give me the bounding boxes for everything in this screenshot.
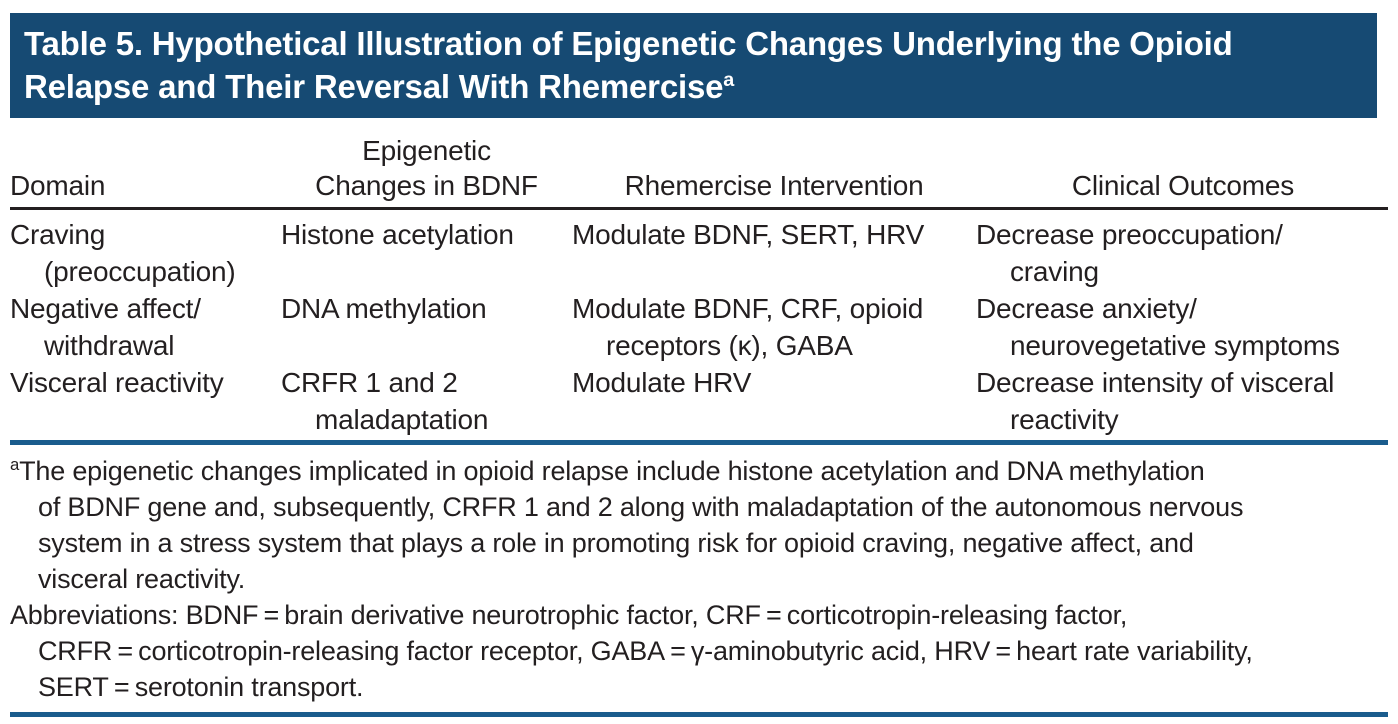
cell-intervention <box>572 364 976 438</box>
abbreviations-line: SERT = serotonin transport. <box>38 672 364 702</box>
cell-text: Decrease intensity of visceral <box>976 367 1335 398</box>
cell-outcomes <box>976 290 1390 364</box>
cell-domain <box>10 290 281 364</box>
cell-text: maladaptation <box>315 404 489 435</box>
abbreviations-line: Abbreviations: BDNF = brain derivative neurotrophic factor, CRF = corticotropin-releasing factor, <box>10 600 1128 630</box>
cell-text: DNA methylation <box>281 293 487 324</box>
cell-text <box>572 401 976 438</box>
cell-outcomes <box>976 364 1390 438</box>
cell-text: Craving <box>10 219 106 250</box>
cell-text: withdrawal <box>44 330 175 361</box>
cell-domain <box>10 216 281 290</box>
column-header-intervention <box>572 168 976 203</box>
footnotes <box>10 453 1388 705</box>
title-footnote-marker: a <box>723 69 735 91</box>
abbreviations-line: CRFR = corticotropin-releasing factor receptor, GABA = γ-aminobutyric acid, HRV = heart rate variability, <box>38 636 1253 666</box>
cell-outcomes <box>976 216 1390 290</box>
column-header-outcomes-label: Clinical Outcomes <box>1071 170 1295 201</box>
table-header-row <box>10 133 1388 203</box>
column-header-domain-label: Domain <box>10 170 106 201</box>
table-row-craving <box>10 216 1388 290</box>
table <box>10 133 1388 717</box>
cell-text <box>281 327 572 364</box>
footnote-a-line <box>10 453 1388 489</box>
table-bottom-rule <box>10 440 1388 445</box>
cell-epigenetic <box>281 364 572 438</box>
table-row-visceral-reactivity <box>10 364 1388 438</box>
cell-text: reactivity <box>1010 404 1119 435</box>
footnote-text: The epigenetic changes implicated in opioid relapse include histone acetylation and DNA methylation <box>19 456 1205 486</box>
cell-text <box>572 253 976 290</box>
cell-text: Modulate BDNF, CRF, opioid <box>572 293 924 324</box>
cell-intervention <box>572 290 976 364</box>
cell-text: Visceral reactivity <box>10 367 224 398</box>
cell-text: CRFR 1 and 2 <box>281 367 458 398</box>
table-title-line-1: Table 5. Hypothetical Illustration of Epigenetic Changes Underlying the Opioid <box>24 25 1233 62</box>
cell-text <box>281 253 572 290</box>
table-title-bar <box>10 13 1377 118</box>
cell-text: Negative affect/ <box>10 293 201 324</box>
cell-epigenetic <box>281 290 572 364</box>
table-row-negative-affect <box>10 290 1388 364</box>
table-title-line-2 <box>24 65 1363 108</box>
cell-intervention <box>572 216 976 290</box>
column-header-epigenetic-line-1: Epigenetic <box>362 135 491 166</box>
footnote-a-line: visceral reactivity. <box>38 564 246 594</box>
cell-epigenetic <box>281 216 572 290</box>
header-divider-rule <box>10 207 1388 210</box>
cell-text: craving <box>1010 256 1099 287</box>
footnote-a-line: of BDNF gene and, subsequently, CRFR 1 and 2 along with maladaptation of the autonomous nervous <box>38 492 1244 522</box>
page-bottom-rule <box>10 712 1388 717</box>
cell-text: receptors (κ), GABA <box>606 330 853 361</box>
column-header-outcomes <box>976 168 1390 203</box>
cell-text: Modulate BDNF, SERT, HRV <box>572 219 925 250</box>
table-title-line-2-text: Relapse and Their Reversal With Rhemercise <box>24 68 724 105</box>
cell-text: (preoccupation) <box>44 256 236 287</box>
cell-domain <box>10 364 281 438</box>
cell-text: Decrease preoccupation/ <box>976 219 1283 250</box>
column-header-domain <box>10 168 281 203</box>
cell-text <box>10 401 281 438</box>
footnote-a-line: system in a stress system that plays a role in promoting risk for opioid craving, negative affect, and <box>38 528 1194 558</box>
table-body <box>10 216 1388 438</box>
cell-text: Modulate HRV <box>572 367 752 398</box>
cell-text: neurovegetative symptoms <box>1010 330 1340 361</box>
column-header-epigenetic-changes <box>281 133 572 203</box>
cell-text: Histone acetylation <box>281 219 514 250</box>
column-header-epigenetic-line-2: Changes in BDNF <box>315 170 538 201</box>
cell-text: Decrease anxiety/ <box>976 293 1197 324</box>
footnote-marker: a <box>10 455 20 474</box>
column-header-intervention-label: Rhemercise Intervention <box>624 170 924 201</box>
